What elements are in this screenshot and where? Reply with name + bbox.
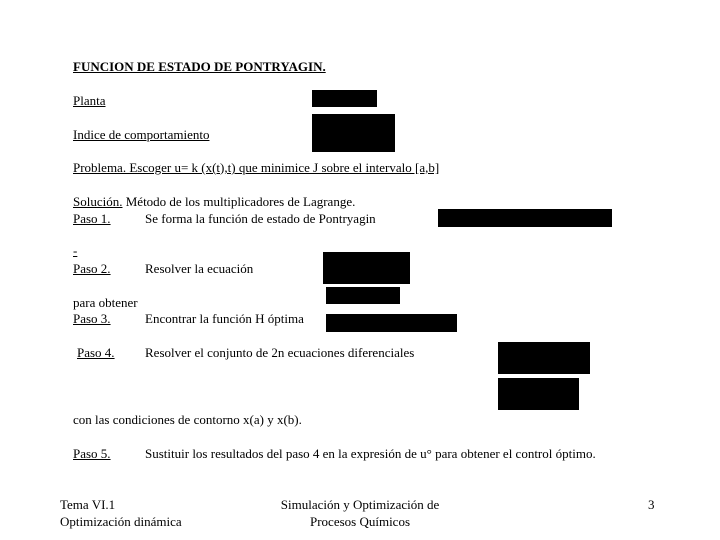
paso2-equation-image (323, 252, 410, 284)
solucion-text: Método de los multiplicadores de Lagrange. (122, 194, 356, 209)
footer-topic: Tema VI.1 (60, 497, 116, 512)
problema-text: Problema. Escoger u= k (x(t),t) que minimice J sobre el intervalo [a,b] (73, 160, 440, 175)
paso4-equation-image-2 (498, 378, 579, 410)
paso4-text: Resolver el conjunto de 2n ecuaciones diferenciales (145, 345, 415, 360)
planta-label: Planta (73, 93, 106, 108)
paso4-label: Paso 4. (77, 345, 115, 360)
paso5-label: Paso 5. (73, 446, 111, 461)
footer-course-title: Simulación y Optimización de (280, 497, 440, 512)
condiciones-text: con las condiciones de contorno x(a) y x(b). (73, 412, 302, 427)
paso1-text: Se forma la función de estado de Pontryagin (145, 211, 376, 226)
solucion-line (73, 194, 355, 210)
footer-topic-subtitle: Optimización dinámica (60, 514, 182, 529)
paso3-equation-image (326, 314, 457, 332)
para-obtener-text: para obtener (73, 295, 138, 310)
paso2-label: Paso 2. (73, 261, 111, 276)
paso4-equation-image-1 (498, 342, 590, 374)
planta-equation-image (312, 90, 377, 107)
paso3-text: Encontrar la función H óptima (145, 311, 304, 326)
solucion-label: Solución. (73, 194, 123, 209)
indice-label: Indice de comportamiento (73, 127, 210, 142)
para-obtener-equation-image (326, 287, 400, 304)
slide-title: FUNCION DE ESTADO DE PONTRYAGIN. (73, 59, 326, 74)
paso1-equation-image (438, 209, 612, 227)
footer-course-subtitle: Procesos Químicos (309, 514, 411, 529)
paso5-text: Sustituir los resultados del paso 4 en la expresión de u° para obtener el control óptimo. (145, 446, 596, 461)
indice-equation-image (312, 114, 395, 152)
paso3-label: Paso 3. (73, 311, 111, 326)
stray-mark: - (73, 243, 78, 258)
paso1-label: Paso 1. (73, 211, 111, 226)
paso2-text: Resolver la ecuación (145, 261, 254, 276)
page-number: 3 (648, 497, 655, 512)
